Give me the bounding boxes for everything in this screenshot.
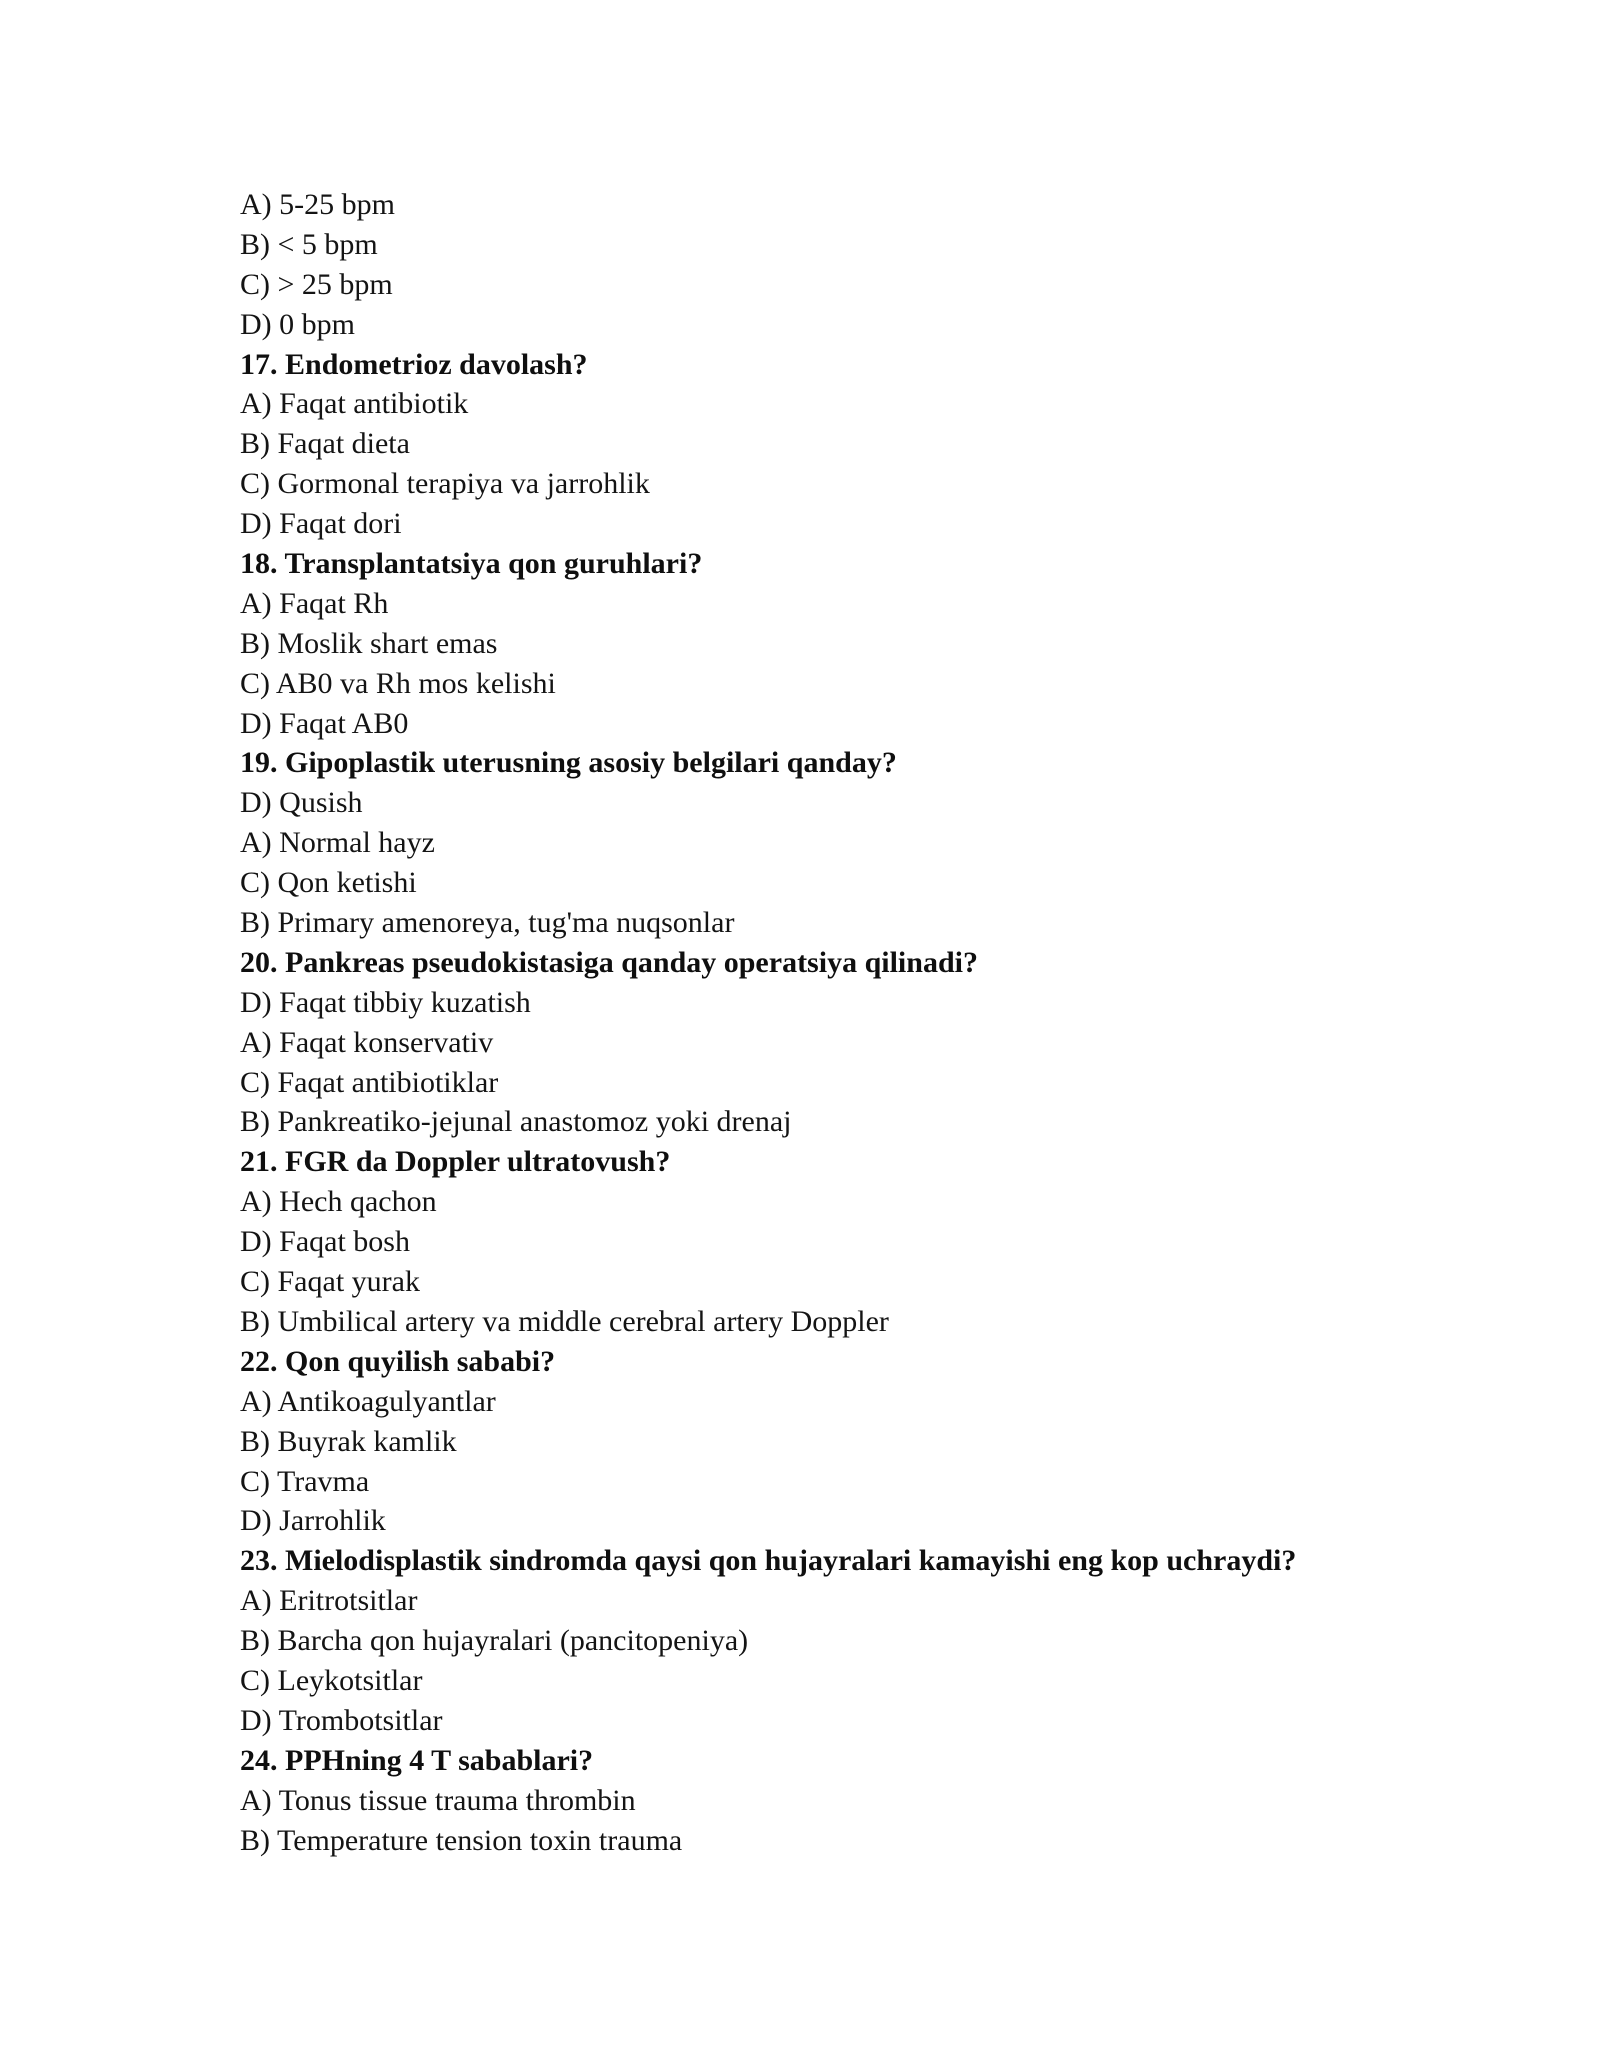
answer-option: B) Umbilical artery va middle cerebral artery Doppler <box>240 1304 889 1338</box>
answer-option: C) Leykotsitlar <box>240 1663 423 1697</box>
answer-option: C) Faqat antibiotiklar <box>240 1065 499 1099</box>
question-heading: 21. FGR da Doppler ultratovush? <box>240 1145 671 1179</box>
answer-option: C) Travma <box>240 1464 370 1498</box>
answer-option: B) Buyrak kamlik <box>240 1424 457 1458</box>
answer-option: A) 5-25 bpm <box>240 188 395 221</box>
answer-option: B) Primary amenoreya, tug'ma nuqsonlar <box>240 906 735 940</box>
answer-option: C) Qon ketishi <box>240 866 417 900</box>
answer-option: B) Temperature tension toxin trauma <box>240 1823 683 1857</box>
answer-option: C) AB0 va Rh mos kelishi <box>240 666 556 700</box>
answer-option: A) Eritrotsitlar <box>240 1584 418 1618</box>
question-heading: 20. Pankreas pseudokistasiga qanday operatsiya qilinadi? <box>240 945 978 979</box>
answer-option: B) Barcha qon hujayralari (pancitopeniya) <box>240 1624 749 1658</box>
answer-option: C) Faqat yurak <box>240 1265 420 1299</box>
question-heading: 19. Gipoplastik uterusning asosiy belgilari qanday? <box>240 746 897 780</box>
question-heading: 18. Transplantatsiya qon guruhlari? <box>240 547 703 581</box>
answer-option: D) Faqat AB0 <box>240 706 409 740</box>
answer-option: A) Antikoagulyantlar <box>240 1384 496 1418</box>
question-heading: 23. Mielodisplastik sindromda qaysi qon hujayralari kamayishi eng kop uchraydi? <box>240 1544 1297 1578</box>
answer-option: A) Faqat konservativ <box>240 1025 494 1059</box>
answer-option: D) Faqat bosh <box>240 1225 410 1259</box>
answer-option: D) Trombotsitlar <box>240 1703 443 1737</box>
answer-option: A) Faqat Rh <box>240 586 389 620</box>
answer-option: B) Moslik shart emas <box>240 626 498 660</box>
answer-option: B) Faqat dieta <box>240 427 410 461</box>
quiz-text-body <box>240 185 1440 1860</box>
answer-option: A) Normal hayz <box>240 826 435 860</box>
question-heading: 22. Qon quyilish sababi? <box>240 1344 556 1378</box>
answer-option: D) Faqat dori <box>240 507 402 541</box>
question-heading: 17. Endometrioz davolash? <box>240 347 588 381</box>
answer-option: B) < 5 bpm <box>240 227 378 261</box>
answer-option: A) Faqat antibiotik <box>240 387 469 421</box>
answer-option: A) Tonus tissue trauma thrombin <box>240 1783 636 1817</box>
answer-option: C) > 25 bpm <box>240 267 393 301</box>
question-heading: 24. PPHning 4 T sabablari? <box>240 1743 594 1777</box>
answer-option: D) Qusish <box>240 786 363 820</box>
answer-option: A) Hech qachon <box>240 1185 437 1219</box>
answer-option: D) 0 bpm <box>240 307 355 341</box>
answer-option: D) Faqat tibbiy kuzatish <box>240 985 531 1019</box>
answer-option: C) Gormonal terapiya va jarrohlik <box>240 467 650 501</box>
answer-option: D) Jarrohlik <box>240 1504 386 1538</box>
answer-option: B) Pankreatiko-jejunal anastomoz yoki drenaj <box>240 1105 792 1139</box>
